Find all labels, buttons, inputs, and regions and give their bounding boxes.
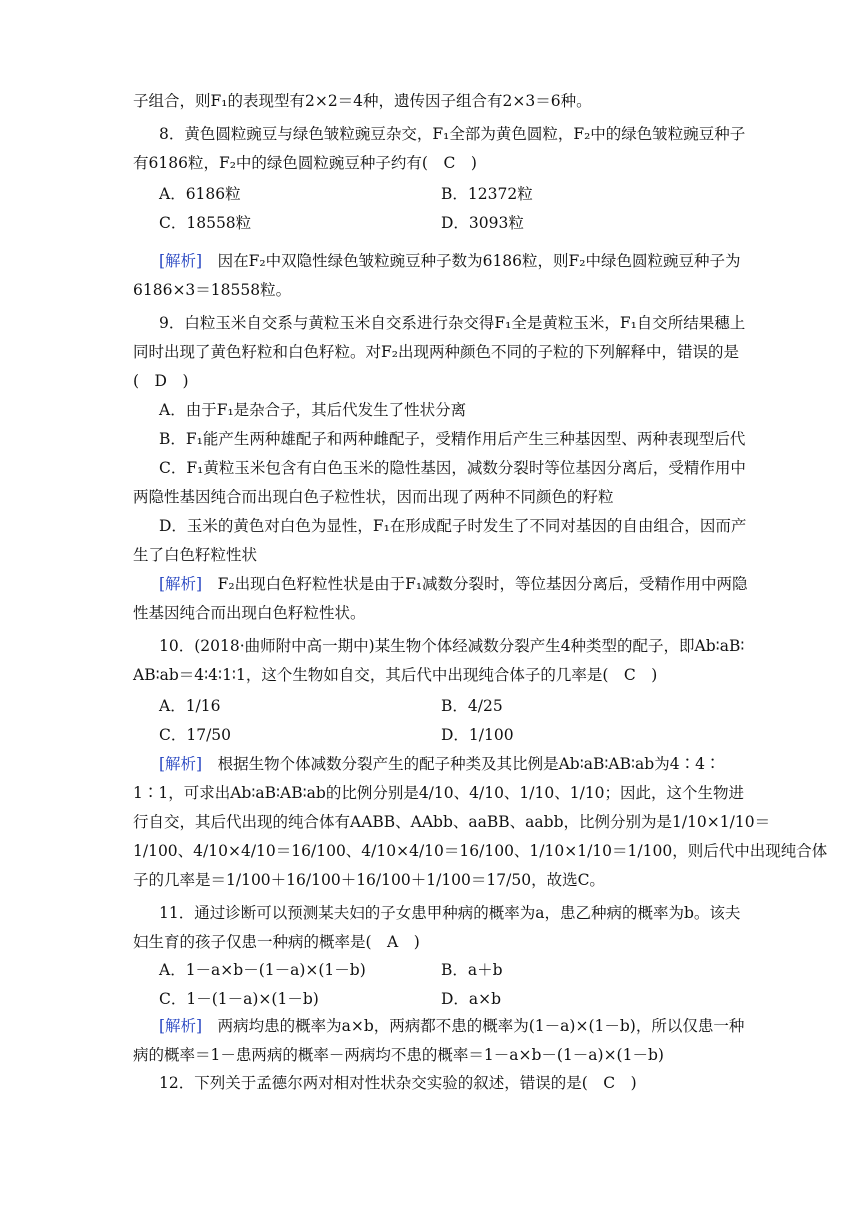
text-line [0,280,860,300]
text-line [0,516,860,536]
text-content: 行自交，其后代出现的纯合体有AABB、AAbb、aaBB、aabb，比例分别为是1/10×1/10＝ [133,813,771,831]
text-content: 性基因纯合而出现白色籽粒性状。 [133,604,366,622]
text-line [0,903,860,923]
answer-option: A．6186粒 [159,185,241,203]
text-content: 有6186粒，F₂中的绿色圆粒豌豆种子约有( C ) [133,154,477,172]
text-line [0,1045,860,1065]
answer-option: D．1/100 [441,726,514,744]
text-content: 根据生物个体减数分裂产生的配子种类及其比例是Ab∶aB∶AB∶ab为4∶4∶ [202,755,721,773]
text-line [0,932,860,952]
text-content: 两隐性基因纯合而出现白色子粒性状，因而出现了两种不同颜色的籽粒 [133,488,614,506]
text-line [0,754,860,774]
text-content: 11．通过诊断可以预测某夫妇的子女患甲种病的概率为a，患乙种病的概率为b。该夫 [159,904,741,922]
text-line [0,429,860,449]
text-line [0,636,860,656]
text-content: F₂出现白色籽粒性状是由于F₁减数分裂时，等位基因分离后，受精作用中两隐 [202,575,748,593]
text-line [0,342,860,362]
text-line [0,545,860,565]
text-content: 两病均患的概率为a×b，两病都不患的概率为(1－a)×(1－b)，所以仅患一种 [202,1017,745,1035]
analysis-tag: [解析] [159,1017,203,1035]
text-line [0,812,860,832]
text-content: 子组合，则F₁的表现型有2×2＝4种，遗传因子组合有2×3＝6种。 [133,92,592,110]
text-content: B．F₁能产生两种雄配子和两种雌配子，受精作用后产生三种基因型、两种表现型后代 [159,430,746,448]
text-line [0,841,860,861]
text-content: C．F₁黄粒玉米包含有白色玉米的隐性基因，减数分裂时等位基因分离后，受精作用中 [159,459,746,477]
answer-option: B．a＋b [441,961,503,979]
analysis-tag: [解析] [159,575,203,593]
text-line [0,371,860,391]
text-content: 同时出现了黄色籽粒和白色籽粒。对F₂出现两种颜色不同的子粒的下列解释中，错误的是 [133,343,739,361]
text-content: AB∶ab＝4∶4∶1∶1，这个生物如自交，其后代中出现纯合体子的几率是( C ) [133,666,658,684]
answer-option: C．1－(1－a)×(1－b) [159,990,319,1008]
text-content: D．玉米的黄色对白色为显性，F₁在形成配子时发生了不同对基因的自由组合，因而产 [159,517,747,535]
text-line [0,313,860,333]
text-content: 因在F₂中双隐性绿色皱粒豌豆种子数为6186粒，则F₂中绿色圆粒豌豆种子为 [202,252,741,270]
text-line [0,1073,860,1093]
text-content: A．由于F₁是杂合子，其后代发生了性状分离 [159,401,467,419]
answer-option: B．12372粒 [441,185,533,203]
text-line [0,783,860,803]
text-line [0,458,860,478]
answer-option: A．1/16 [159,697,221,715]
answer-option: C．17/50 [159,726,232,744]
text-line [0,124,860,144]
text-content: 10．(2018·曲师附中高一期中)某生物个体经减数分裂产生4种类型的配子，即Ab∶aB∶ [159,637,745,655]
text-content: 12．下列关于孟德尔两对相对性状杂交实验的叙述，错误的是( C ) [159,1074,637,1092]
text-line [0,487,860,507]
text-content: 生了白色籽粒性状 [133,546,258,564]
answer-option: D．3093粒 [441,214,524,232]
answer-option: D．a×b [441,990,502,1008]
answer-option: C．18558粒 [159,214,252,232]
text-content: 子的几率是＝1/100＋16/100＋16/100＋1/100＝17/50，故选C。 [133,871,605,889]
text-content: 妇生育的孩子仅患一种病的概率是( A ) [133,933,420,951]
text-content: 1∶1，可求出Ab∶aB∶AB∶ab的比例分别是4/10、4/10、1/10、1/10；因此，这个生物进 [133,784,745,802]
text-line [0,1016,860,1036]
text-line [0,665,860,685]
text-content: 8．黄色圆粒豌豆与绿色皱粒豌豆杂交，F₁全部为黄色圆粒，F₂中的绿色皱粒豌豆种子 [159,125,746,143]
text-line [0,153,860,173]
text-content: ( D ) [133,372,189,390]
text-content: 1/100、4/10×4/10＝16/100、4/10×4/10＝16/100、1/10×1/10＝1/100，则后代中出现纯合体 [133,842,828,860]
text-content: 9．白粒玉米自交系与黄粒玉米自交系进行杂交得F₁全是黄粒玉米，F₁自交所结果穗上 [159,314,746,332]
text-line [0,603,860,623]
analysis-tag: [解析] [159,252,203,270]
text-content: 6186×3＝18558粒。 [133,281,292,299]
analysis-tag: [解析] [159,755,203,773]
text-line [0,400,860,420]
text-line [0,251,860,271]
answer-option: B．4/25 [441,697,503,715]
text-content: 病的概率＝1－患两病的概率－两病均不患的概率＝1－a×b－(1－a)×(1－b) [133,1046,664,1064]
answer-option: A．1－a×b－(1－a)×(1－b) [159,961,366,979]
text-line [0,574,860,594]
text-line [0,91,860,111]
text-line [0,870,860,890]
